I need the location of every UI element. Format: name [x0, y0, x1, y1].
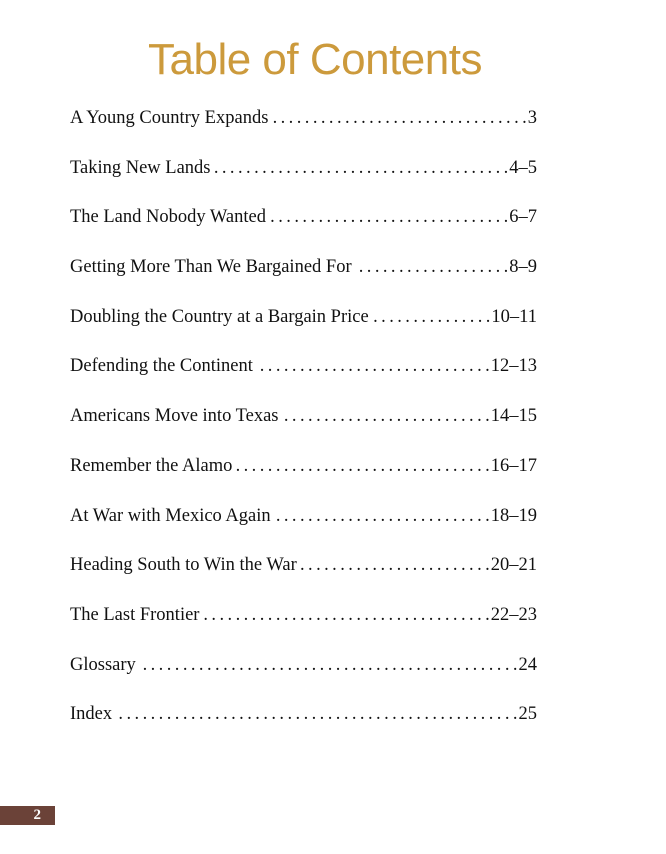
toc-entry[interactable]: [70, 605, 537, 655]
toc-entry-label: The Last Frontier: [70, 604, 200, 625]
toc-entry-label: Americans Move into Texas: [70, 406, 279, 427]
toc-entry-label: Heading South to Win the War: [70, 555, 297, 576]
toc-entry[interactable]: [70, 704, 537, 754]
dot-leader: [236, 456, 489, 477]
toc-list: [70, 108, 537, 754]
dot-leader: [275, 506, 490, 527]
dot-leader: [356, 257, 509, 278]
toc-entry-page: 24: [518, 654, 537, 675]
toc-entry-page: 3: [527, 108, 537, 128]
toc-entry-page: 10–11: [491, 306, 537, 327]
toc-entry[interactable]: [70, 108, 537, 158]
toc-entry-page: 14–15: [490, 406, 537, 427]
toc-entry[interactable]: [70, 506, 537, 556]
dot-leader: [215, 158, 509, 179]
dot-leader: [373, 307, 491, 328]
toc-entry-page: 20–21: [490, 555, 537, 576]
toc-entry-page: 6–7: [509, 207, 537, 228]
toc-entry-page: 16–17: [490, 455, 537, 476]
dot-leader: [140, 655, 518, 676]
dot-leader: [203, 605, 489, 626]
toc-entry-label: At War with Mexico Again: [70, 505, 271, 526]
toc-entry-label: The Land Nobody Wanted: [70, 207, 266, 228]
dot-leader: [116, 704, 517, 725]
toc-entry-label: Getting More Than We Bargained For: [70, 257, 352, 278]
toc-entry[interactable]: [70, 307, 537, 357]
toc-entry[interactable]: [70, 655, 537, 705]
toc-entry-page: 4–5: [509, 157, 537, 178]
toc-entry-page: 18–19: [490, 505, 537, 526]
dot-leader: [272, 108, 526, 129]
dot-leader: [301, 555, 490, 576]
toc-entry-label: Taking New Lands: [70, 157, 211, 178]
toc-entry[interactable]: [70, 158, 537, 208]
toc-entry-page: 22–23: [490, 604, 537, 625]
toc-entry[interactable]: [70, 406, 537, 456]
toc-entry-label: A Young Country Expands: [70, 108, 269, 128]
toc-entry-label: Remember the Alamo: [70, 455, 233, 476]
toc-entry-label: Glossary: [70, 654, 136, 675]
toc-entry-page: 25: [518, 704, 537, 725]
dot-leader: [283, 406, 490, 427]
dot-leader: [257, 356, 490, 377]
toc-entry[interactable]: [70, 356, 537, 406]
dot-leader: [270, 207, 508, 228]
toc-entry[interactable]: [70, 456, 537, 506]
toc-entry-page: 12–13: [490, 356, 537, 377]
page-number: 2: [0, 806, 55, 825]
toc-entry-label: Index: [70, 704, 113, 725]
page-title: Table of Contents: [148, 35, 482, 84]
toc-entry-label: Defending the Continent: [70, 356, 253, 377]
toc-entry-label: Doubling the Country at a Bargain Price: [70, 306, 369, 327]
toc-entry[interactable]: [70, 207, 537, 257]
toc-entry[interactable]: [70, 257, 537, 307]
toc-entry[interactable]: [70, 555, 537, 605]
toc-entry-page: 8–9: [509, 257, 537, 278]
